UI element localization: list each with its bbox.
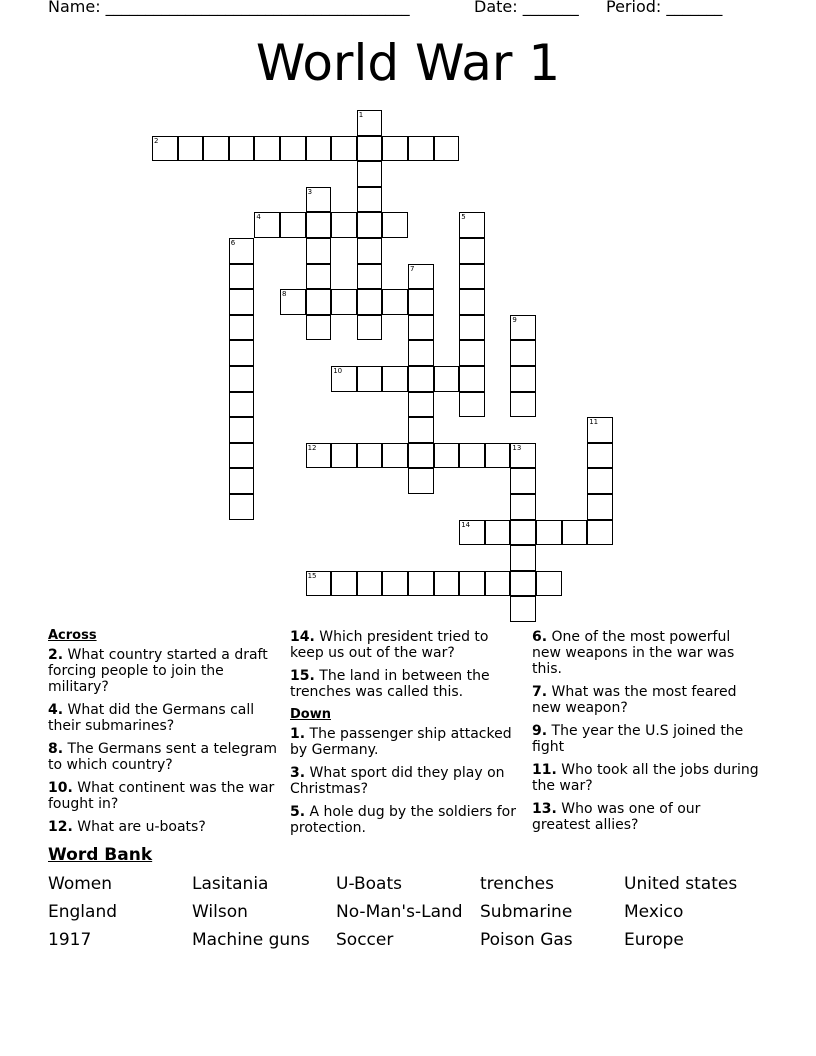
crossword-cell[interactable] [357,238,383,264]
crossword-cell[interactable] [485,571,511,597]
clue-number: 9 [512,315,517,324]
clue-number: 8 [282,290,287,299]
crossword-cell[interactable] [280,136,306,162]
crossword-cell[interactable] [382,571,408,597]
clue-across: 2. What country started a draft forcing people to join the military? [48,647,268,695]
clue-down: 3. What sport did they play on Christmas? [290,765,505,797]
crossword-cell[interactable] [331,443,357,469]
word-bank-item: United states [624,874,738,894]
crossword-cell[interactable] [459,289,485,315]
clue-number: 10 [333,367,343,375]
crossword-cell[interactable] [229,136,255,162]
period-field-label: Period: _______ [606,0,723,16]
crossword-cell[interactable] [408,340,434,366]
crossword-cell[interactable] [306,212,332,238]
crossword-cell[interactable] [408,468,434,494]
date-field-label: Date: _______ [474,0,579,16]
crossword-cell[interactable] [357,161,383,187]
clue-number: 2 [154,136,159,145]
crossword-cell[interactable] [587,494,613,520]
crossword-cell[interactable] [434,443,460,469]
crossword-cell[interactable] [178,136,204,162]
word-bank-item: Lasitania [192,874,269,894]
crossword-cell[interactable] [408,289,434,315]
crossword-cell[interactable] [382,212,408,238]
crossword-cell[interactable] [357,264,383,290]
crossword-cell[interactable] [229,264,255,290]
crossword-cell[interactable] [459,443,485,469]
word-bank-title: Word Bank [48,845,153,865]
clue-number: 14 [461,520,471,529]
crossword-cell[interactable] [306,264,332,290]
clue-number: 7 [410,264,415,273]
clue-across: 8. The Germans sent a telegram to which country? [48,741,278,773]
crossword-cell[interactable] [510,596,536,622]
crossword-cell[interactable] [331,571,357,597]
crossword-cell[interactable] [434,366,460,392]
crossword-cell[interactable] [382,136,408,162]
crossword-cell[interactable] [229,494,255,520]
crossword-cell[interactable] [459,264,485,290]
clue-across: 15. The land in between the trenches was called this. [290,668,490,700]
crossword-cell[interactable] [459,212,485,238]
crossword-cell[interactable] [229,417,255,443]
clue-number: 4 [256,213,261,222]
crossword-cell[interactable] [357,571,383,597]
crossword-cell[interactable] [587,443,613,469]
crossword-cell[interactable] [510,520,536,546]
crossword-cell[interactable] [331,136,357,162]
crossword-cell[interactable] [382,289,408,315]
crossword-cell[interactable] [306,187,332,213]
crossword-cell[interactable] [229,340,255,366]
clue-number: 13 [512,443,522,452]
crossword-cell[interactable] [229,392,255,418]
crossword-cell[interactable] [229,366,255,392]
crossword-cell[interactable] [562,520,588,546]
clue-across: 10. What continent was the war fought in? [48,780,275,812]
word-bank-item: England [48,902,118,922]
crossword-cell[interactable] [203,136,229,162]
crossword-cell[interactable] [254,136,280,162]
crossword-cell[interactable] [510,340,536,366]
crossword-cell[interactable] [408,571,434,597]
clue-number: 1 [358,111,364,119]
crossword-cell[interactable] [434,571,460,597]
name-field-label: Name: ______________________________________ [48,0,410,16]
crossword-cell[interactable] [408,136,434,162]
crossword-cell[interactable] [459,392,485,418]
crossword-cell[interactable] [357,289,383,315]
clue-number: 11 [589,418,599,427]
crossword-cell[interactable] [357,443,383,469]
crossword-cell[interactable] [510,494,536,520]
clue-down: 11. Who took all the jobs during the war? [532,762,759,794]
crossword-cell[interactable] [331,212,357,238]
crossword-cell[interactable] [357,366,383,392]
crossword-cell[interactable] [459,571,485,597]
crossword-cell[interactable] [382,443,408,469]
crossword-cell[interactable] [459,340,485,366]
clue-down: 5. A hole dug by the soldiers for protection. [290,804,516,836]
clue-down: 7. What was the most feared new weapon? [532,684,737,716]
word-bank-item: Mexico [624,902,684,922]
crossword-cell[interactable] [254,212,280,238]
crossword-cell[interactable] [306,289,332,315]
crossword-cell[interactable] [510,545,536,571]
crossword-cell[interactable] [229,289,255,315]
word-bank-item: Submarine [480,902,573,922]
crossword-cell[interactable] [306,571,332,597]
word-bank-item: Soccer [336,930,394,950]
crossword-cell[interactable] [510,571,536,597]
word-bank-item: trenches [480,874,554,894]
crossword-cell[interactable] [587,468,613,494]
clue-number: 15 [307,571,317,580]
crossword-cell[interactable] [408,443,434,469]
word-bank-item: 1917 [48,930,92,950]
crossword-cell[interactable] [229,468,255,494]
crossword-cell[interactable] [357,136,383,162]
word-bank-item: Wilson [192,902,248,922]
clue-number: 6 [230,239,236,247]
word-bank-item: U-Boats [336,874,402,894]
crossword-cell[interactable] [408,315,434,341]
crossword-cell[interactable] [587,520,613,546]
clue-down: 9. The year the U.S joined the fight [532,723,744,755]
crossword-cell[interactable] [408,392,434,418]
clue-down: 6. One of the most powerful new weapons in the war was this. [532,629,735,677]
crossword-cell[interactable] [357,110,383,136]
crossword-cell[interactable] [306,315,332,341]
crossword-cell[interactable] [510,443,536,469]
crossword-cell[interactable] [357,315,383,341]
clue-down: 1. The passenger ship attacked by Germany. [290,726,512,758]
clue-across: 12. What are u-boats? [48,819,206,835]
clue-down: 13. Who was one of our greatest allies? [532,801,701,833]
clues-column-2 [290,629,516,843]
crossword-cell[interactable] [434,136,460,162]
crossword-cell[interactable] [459,238,485,264]
clues-column-1 [48,628,284,842]
crossword-cell[interactable] [306,443,332,469]
crossword-cell[interactable] [485,443,511,469]
clue-number: 3 [307,187,313,196]
word-bank-item: Poison Gas [480,930,573,950]
crossword-cell[interactable] [408,366,434,392]
crossword-cell[interactable] [280,289,306,315]
crossword-cell[interactable] [331,366,357,392]
crossword-cell[interactable] [408,417,434,443]
crossword-cell[interactable] [459,315,485,341]
crossword-cell[interactable] [587,417,613,443]
crossword-cell[interactable] [306,136,332,162]
down-heading: Down [290,707,331,722]
page-title: World War 1 [255,34,561,92]
crossword-cell[interactable] [536,571,562,597]
crossword-cell[interactable] [510,392,536,418]
crossword-cell[interactable] [510,366,536,392]
crossword-cell[interactable] [331,289,357,315]
crossword-cell[interactable] [382,366,408,392]
clues-column-3 [532,629,762,840]
crossword-cell[interactable] [536,520,562,546]
crossword-cell[interactable] [357,212,383,238]
crossword-cell[interactable] [229,315,255,341]
word-bank-item: Europe [624,930,684,950]
crossword-cell[interactable] [280,212,306,238]
crossword-cell[interactable] [459,520,485,546]
crossword-cell[interactable] [485,520,511,546]
crossword-cell[interactable] [510,315,536,341]
clue-number: 12 [307,443,317,452]
word-bank-item: Machine guns [192,930,310,950]
crossword-cell[interactable] [152,136,178,162]
clue-across: 4. What did the Germans call their submarines? [48,702,255,734]
crossword-cell[interactable] [408,264,434,290]
crossword-cell[interactable] [306,238,332,264]
word-bank-item: Women [48,874,113,894]
crossword-cell[interactable] [229,443,255,469]
crossword-cell[interactable] [229,238,255,264]
crossword-cell[interactable] [510,468,536,494]
crossword-cell[interactable] [459,366,485,392]
clue-across: 14. Which president tried to keep us out of the war? [290,629,489,661]
word-bank-item: No-Man's-Land [336,902,463,922]
across-heading: Across [48,628,97,643]
crossword-cell[interactable] [357,187,383,213]
clue-number: 5 [461,213,466,222]
